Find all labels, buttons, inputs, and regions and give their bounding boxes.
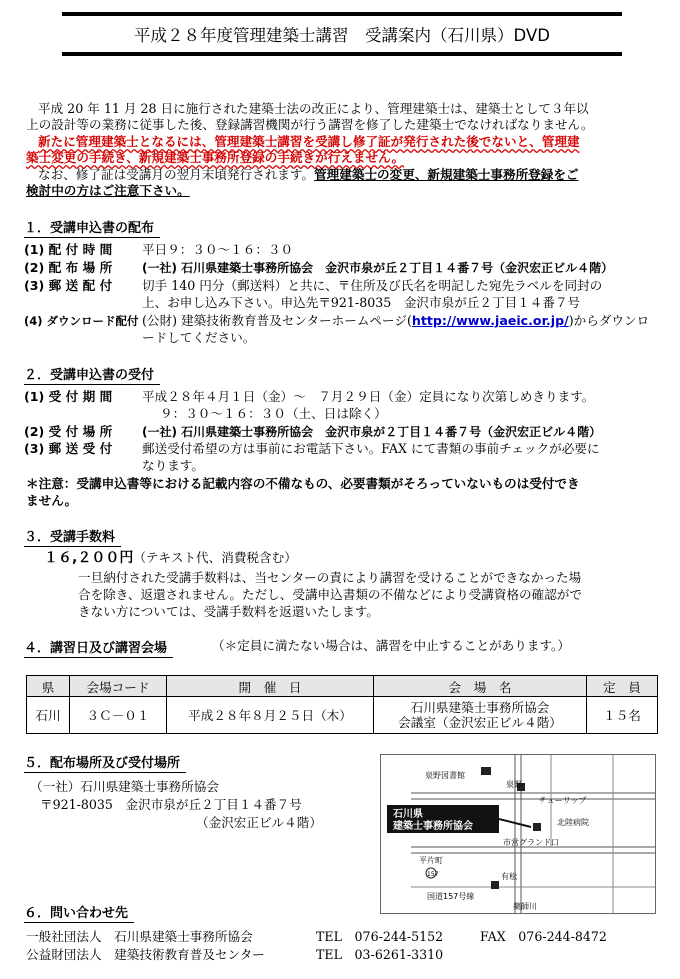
- header-venue: 会 場 名: [374, 676, 587, 697]
- contact1-tel: TEL 076-244-5152: [316, 929, 444, 944]
- intro-p3-part1: なお、修了証は受講月の翌月末頃発行されます。: [38, 167, 315, 182]
- map-office-line2: 建築士事務所協会: [393, 821, 473, 832]
- sec2-note-line2: ません。: [26, 493, 78, 508]
- contact1-fax: FAX 076-244-8472: [480, 929, 607, 944]
- map-river-label: 薬師川: [513, 902, 537, 911]
- map-route-number: 157: [427, 871, 439, 878]
- section3-heading: ３．受講手数料: [24, 526, 121, 547]
- map-office-line1: 石川県: [393, 809, 423, 820]
- contact2-org: 公益財団法人 建築技術教育普及センター: [26, 947, 265, 962]
- sec1-r4-label: (4) ダウンロード配付: [24, 314, 139, 328]
- intro-p3-emphasis: 管理建築士の変更、新規建築士事務所登録をご: [314, 167, 579, 182]
- header-pref: 県: [27, 676, 70, 697]
- intro-p1-line1: 平成 20 年 11 月 28 日に施行された建築士法の改正により、管理建築士は、建築士として３年以: [38, 101, 589, 116]
- header-capacity: 定 員: [587, 676, 658, 697]
- venue-table: [26, 675, 658, 734]
- venue-table-header: [27, 676, 658, 697]
- sec2-r1-label: (1) 受 付 期 間: [24, 389, 113, 404]
- sec2-r3-line2: なります。: [142, 458, 204, 473]
- title-box: [62, 12, 622, 56]
- sec2-note-line1: ＊注意：受講申込書等における記載内容の不備なもの、必要書類がそろっていないものは受付でき: [26, 476, 580, 491]
- cell-capacity: １５名: [587, 697, 658, 734]
- sec4-note: （＊定員に満たない場合は、講習を中止することがあります。）: [212, 638, 570, 653]
- map-arimatsu-label: 有松: [501, 872, 517, 881]
- access-map-svg: [381, 755, 656, 914]
- header-code: 会場コード: [70, 676, 167, 697]
- sec2-r3-line1: 郵送受付希望の方は事前にお電話下さい。FAX にて書類の事前チェックが必要に: [142, 441, 600, 456]
- sec1-r3-line2: 上、お申し込み下さい。申込先〒921-8035 金沢市泉が丘２丁目１４番７号: [142, 295, 581, 310]
- map-izumino-label: 泉野: [506, 780, 522, 789]
- sec1-r4-line1: [142, 313, 649, 330]
- venue-line1: 石川県建築士事務所協会: [410, 700, 550, 715]
- fee-text-line3: きない方については、受講手数料を返還いたします。: [78, 604, 379, 619]
- fee-line: [44, 550, 297, 567]
- sec1-r2-label: (2) 配 布 場 所: [24, 260, 113, 275]
- page-title: 平成２８年度管理建築士講習 受講案内（石川県）DVD: [134, 26, 550, 45]
- sec1-r4-text-a: (公財) 建築技術教育普及センターホームページ(: [142, 313, 412, 328]
- cell-code: ３Ｃ－０１: [70, 697, 167, 734]
- fee-amount: １６,２００円: [44, 550, 134, 566]
- sec1-r4-line2: ードしてください。: [142, 330, 256, 345]
- section4-heading: ４．講習日及び講習会場: [24, 637, 173, 658]
- sec1-r3-line1: 切手 140 円分（郵送料）と共に、〒住所及び氏名を明記した宛先ラベルを同封の: [142, 278, 603, 293]
- fee-note: （テキスト代、消費税含む）: [133, 550, 297, 565]
- sec2-r2-text: (一社) 石川県建築士事務所協会 金沢市泉が２丁目１４番７号（金沢宏正ビル４階）: [142, 425, 602, 439]
- sec5-line2: 〒921-8035 金沢市泉が丘２丁目１４番７号: [40, 797, 302, 812]
- library-marker: [481, 767, 491, 775]
- intro-p2-line2: 築士変更の手続き、新規建築士事務所登録の手続きが行えません。: [26, 150, 405, 165]
- map-grand-label: 市営グランド口: [503, 838, 559, 847]
- intro-p2-line1: 新たに管理建築士となるには、管理建築士講習を受講し修了証が発行された後でないと、管理建: [38, 134, 580, 149]
- map-library-label: 泉野図書館: [425, 771, 465, 780]
- cell-venue: [374, 697, 587, 734]
- map-hirakata-label: 平片町: [419, 856, 443, 865]
- sec1-r1-text: 平日９：３０～１６：３０: [142, 242, 294, 257]
- intro-p3-line2: 検討中の方はご注意下さい。: [26, 183, 190, 198]
- access-map: [380, 754, 656, 914]
- sec1-r4-text-b: )からダウンロ: [568, 313, 650, 328]
- fee-text-line1: 一旦納付された受講手数料は、当センターの責により講習を受けることができなかった場: [78, 570, 582, 585]
- section5-heading: ５．配布場所及び受付場所: [24, 752, 186, 773]
- sec5-line1: （一社）石川県建築士事務所協会: [30, 779, 219, 794]
- header-date: 開 催 日: [167, 676, 374, 697]
- map-tulip-label: チューリップ: [539, 796, 587, 805]
- sec1-r2-text: (一社) 石川県建築士事務所協会 金沢市泉が丘２丁目１４番７号（金沢宏正ビル４階）: [142, 261, 614, 275]
- section2-heading: ２．受講申込書の受付: [24, 364, 160, 385]
- section1-heading: １．受講申込書の配布: [24, 217, 160, 238]
- sec5-line3: （金沢宏正ビル４階）: [196, 815, 322, 830]
- section6-heading: ６．問い合わせ先: [24, 902, 134, 923]
- sec2-r2-label: (2) 受 付 場 所: [24, 424, 113, 439]
- sec1-r3-label: (3) 郵 送 配 付: [24, 278, 113, 293]
- venue-line2: 会議室（金沢宏正ビル４階）: [398, 715, 562, 730]
- contact2-tel: TEL 03-6261-3310: [316, 947, 444, 962]
- intro-p3-line1: [38, 167, 579, 184]
- cell-pref: 石川: [27, 697, 70, 734]
- sec2-r3-label: (3) 郵 送 受 付: [24, 441, 113, 456]
- map-route-label: 国道157号線: [427, 892, 475, 901]
- sec2-r1-line1: 平成２８年４月１日（金）～ ７月２９日（金）定員になり次第しめきります。: [142, 389, 595, 404]
- cell-date: 平成２８年８月２５日（木）: [167, 697, 374, 734]
- table-row: [27, 697, 658, 734]
- sec1-r1-label: (1) 配 付 時 間: [24, 242, 113, 257]
- jaeic-homepage-link[interactable]: http://www.jaeic.or.jp/: [411, 313, 569, 328]
- map-hospital-label: 北陸病院: [557, 818, 589, 827]
- sec2-r1-line2: ９：３０～１６：３０（土、日は除く）: [160, 406, 387, 421]
- intro-p1-line2: 上の設計等の業務に従事した後、登録講習機関が行う講習を修了した建築士でなければなりません。: [26, 117, 594, 132]
- office-marker: [533, 823, 541, 831]
- fee-text-line2: 合を除き、返還されません。ただし、受講申込書類の不備などにより受講資格の確認がで: [78, 587, 583, 602]
- contact1-org: 一般社団法人 石川県建築士事務所協会: [26, 929, 253, 944]
